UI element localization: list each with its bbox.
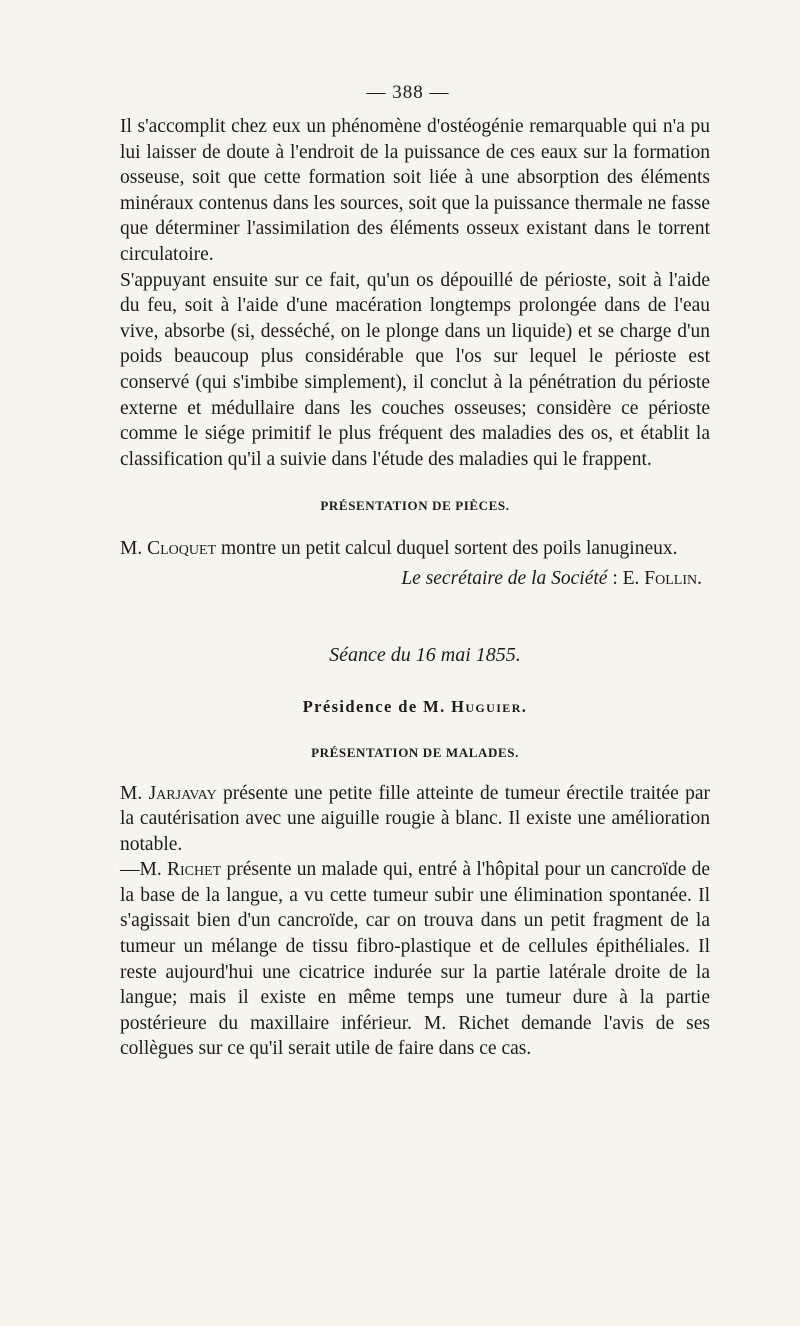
president-name: Huguier xyxy=(451,696,522,716)
presidence-prefix: Présidence de M. xyxy=(302,696,452,716)
paragraph-osteogenie: Il s'accomplit chez eux un phénomène d'ostéogénie remarquable qui n'a pu lui laisser de doute à l'endroit de la puissance de ces eaux sur la formation osseuse, soit que cette formation soit liée à une absorption des éléments minéraux contenus dans les sources, soit que la puissance thermale ne fasse que déterminer l'assimilation des éléments osseux existant dans le torrent circulatoire. xyxy=(120,116,710,265)
paragraph-text: présente une petite fille atteinte de tumeur érectile traitée par la cautérisation avec une aiguille rougie à blanc. Il existe une amélioration notable. xyxy=(120,782,710,855)
signature-separator: : E. xyxy=(607,567,645,589)
paragraph-text: présente un malade qui, entré à l'hôpital pour un cancroïde de la base de la langue, a vu cette tumeur subir une élimination spontanée. Il s'agissait bien d'un cancroïde, car on trouva dans un petit fragment de la tumeur un mélange de tissu fibro-plastique et de cellules épithéliales. Il reste aujourd'hui une cicatrice indurée sur la partie latérale droite de la langue; mais il existe en même temps une tumeur dure à la partie postérieure du maxillaire inférieur. M. Richet demande l'avis de ses collègues sur ce qu'il serait utile de faire dans ce cas. xyxy=(120,859,710,1060)
heading-presentation-malades: PRÉSENTATION DE MALADES. xyxy=(311,744,519,760)
seance-date: Séance du 16 mai 1855. xyxy=(329,643,521,666)
paragraph-richet xyxy=(120,857,710,1062)
speaker-name: Cloquet xyxy=(147,538,217,560)
paragraph-cloquet xyxy=(120,536,710,562)
page-number: — 388 — xyxy=(366,82,450,103)
paragraph-jarjavay xyxy=(120,781,710,858)
heading-presentation-pieces: PRÉSENTATION DE PIÈCES. xyxy=(320,498,510,514)
signature-name: Follin xyxy=(644,567,698,589)
speaker-name: Richet xyxy=(167,859,222,881)
paragraph-perioste: S'appuyant ensuite sur ce fait, qu'un os dépouillé de périoste, soit à l'aide du feu, soit à l'aide d'une macération longtemps prolongée dans de l'eau vive, absorbe (si, desséché, on le plonge dans un liquide) et se charge d'un poids beaucoup plus considérable que l'os sur lequel le périoste est conservé (qui s'imbibe simplement), il conclut à la pénétration du périoste externe et médullaire dans les couches osseuses; considère ce périoste comme le siége primitif le plus fréquent des maladies des os, et établit la classification qu'il a suivie dans l'étude des maladies qui le frappent. xyxy=(120,269,710,470)
presidence-end: . xyxy=(521,696,528,716)
speaker-prefix: M. xyxy=(120,782,149,804)
paragraph-text: montre un petit calcul duquel sortent des poils lanugineux. xyxy=(216,538,678,560)
speaker-prefix: M. xyxy=(120,538,148,560)
speaker-prefix: —M. xyxy=(120,859,167,881)
presidence-line xyxy=(120,697,710,717)
secretary-signature xyxy=(120,566,702,592)
signature-end: . xyxy=(697,567,702,589)
speaker-name: Jarjavay xyxy=(148,782,217,804)
signature-role: Le secrétaire de la Société xyxy=(401,567,608,589)
